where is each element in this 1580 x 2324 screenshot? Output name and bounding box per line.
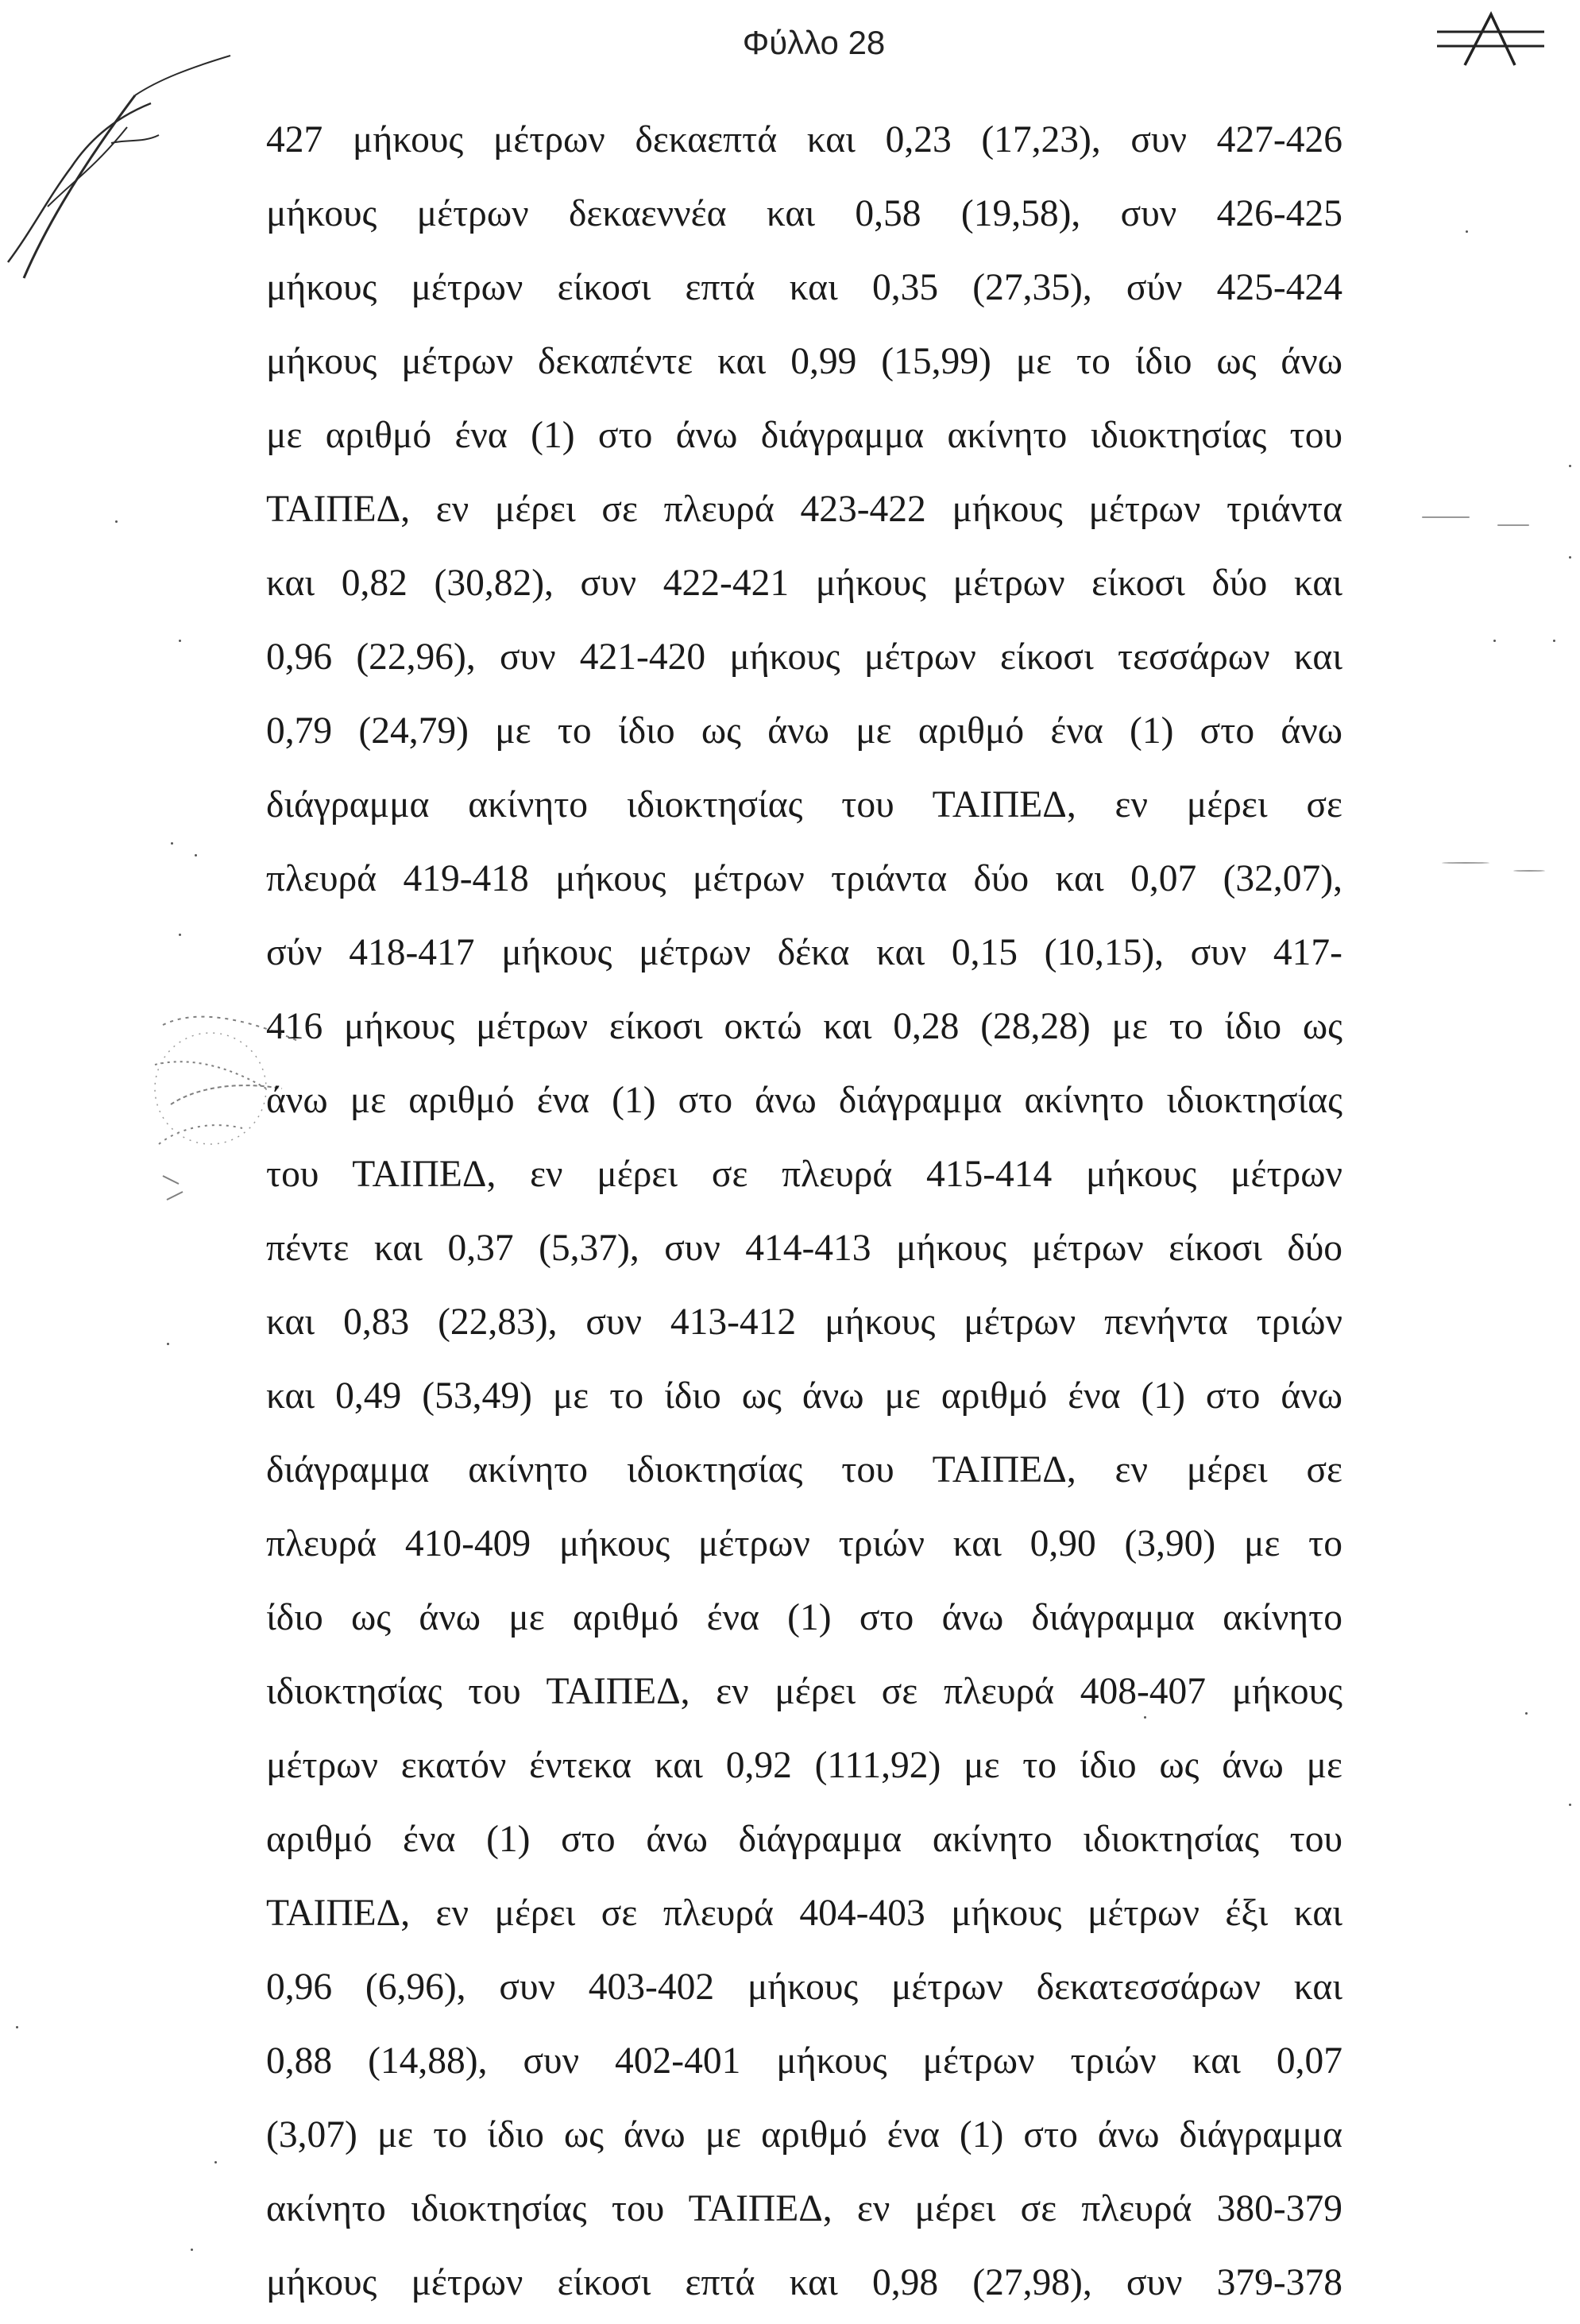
text-line: ίδιο ως άνω με αριθμό ένα (1) στο άνω διάγραμμα ακίνητο (266, 1597, 1342, 1638)
handwritten-signature (0, 48, 238, 286)
text-line: διάγραμμα ακίνητο ιδιοκτησίας του ΤΑΙΠΕΔ, εν μέρει σε (266, 1449, 1342, 1491)
text-line: μέτρων εκατόν έντεκα και 0,92 (111,92) με το ίδιο ως άνω με (266, 1745, 1342, 1786)
text-line: μήκους μέτρων δεκαεννέα και 0,58 (19,58), συν 426-425 (266, 193, 1342, 234)
document-body-text (266, 103, 1342, 2320)
text-line: πλευρά 419-418 μήκους μέτρων τριάντα δύο και 0,07 (32,07), (266, 858, 1342, 899)
text-line: και 0,83 (22,83), συν 413-412 μήκους μέτρων πενήντα τριών (266, 1301, 1342, 1343)
text-line: του ΤΑΙΠΕΔ, εν μέρει σε πλευρά 415-414 μήκους μέτρων (266, 1154, 1342, 1195)
text-line: ΤΑΙΠΕΔ, εν μέρει σε πλευρά 404-403 μήκους μέτρων έξι και (266, 1893, 1342, 1934)
text-line: άνω με αριθμό ένα (1) στο άνω διάγραμμα ακίνητο ιδιοκτησίας (266, 1080, 1342, 1121)
text-line: ΤΑΙΠΕΔ, εν μέρει σε πλευρά 423-422 μήκους μέτρων τριάντα (266, 489, 1342, 530)
text-line: ακίνητο ιδιοκτησίας του ΤΑΙΠΕΔ, εν μέρει σε πλευρά 380-379 (266, 2188, 1342, 2229)
text-line: πέντε και 0,37 (5,37), συν 414-413 μήκους μέτρων είκοσι δύο (266, 1228, 1342, 1269)
sheet-number: Φύλλο 28 (742, 24, 886, 61)
text-line: ιδιοκτησίας του ΤΑΙΠΕΔ, εν μέρει σε πλευρά 408-407 μήκους (266, 1671, 1342, 1712)
text-line: 0,96 (6,96), συν 403-402 μήκους μέτρων δεκατεσσάρων και (266, 1966, 1342, 2008)
text-line: μήκους μέτρων είκοσι επτά και 0,98 (27,98), συν 379-378 (266, 2262, 1342, 2303)
text-line: μήκους μέτρων δεκαπέντε και 0,99 (15,99) με το ίδιο ως άνω (266, 341, 1342, 382)
text-line: μήκους μέτρων είκοσι επτά και 0,35 (27,35), σύν 425-424 (266, 267, 1342, 308)
text-line: πλευρά 410-409 μήκους μέτρων τριών και 0,90 (3,90) με το (266, 1523, 1342, 1564)
text-line: και 0,49 (53,49) με το ίδιο ως άνω με αριθμό ένα (1) στο άνω (266, 1375, 1342, 1417)
text-line: 416 μήκους μέτρων είκοσι οκτώ και 0,28 (28,28) με το ίδιο ως (266, 1006, 1342, 1047)
text-line: 0,79 (24,79) με το ίδιο ως άνω με αριθμό ένα (1) στο άνω (266, 710, 1342, 752)
text-line: (3,07) με το ίδιο ως άνω με αριθμό ένα (1) στο άνω διάγραμμα (266, 2114, 1342, 2156)
text-line: 0,88 (14,88), συν 402-401 μήκους μέτρων τριών και 0,07 (266, 2040, 1342, 2082)
text-line: με αριθμό ένα (1) στο άνω διάγραμμα ακίνητο ιδιοκτησίας του (266, 415, 1342, 456)
text-line: 427 μήκους μέτρων δεκαεπτά και 0,23 (17,23), συν 427-426 (266, 119, 1342, 160)
text-line: 0,96 (22,96), συν 421-420 μήκους μέτρων είκοσι τεσσάρων και (266, 636, 1342, 678)
text-line: διάγραμμα ακίνητο ιδιοκτησίας του ΤΑΙΠΕΔ, εν μέρει σε (266, 784, 1342, 826)
text-line: σύν 418-417 μήκους μέτρων δέκα και 0,15 (10,15), συν 417- (266, 932, 1342, 973)
text-line: και 0,82 (30,82), συν 422-421 μήκους μέτρων είκοσι δύο και (266, 563, 1342, 604)
corner-initial-mark (1429, 8, 1548, 72)
text-line: αριθμό ένα (1) στο άνω διάγραμμα ακίνητο ιδιοκτησίας του (266, 1819, 1342, 1860)
